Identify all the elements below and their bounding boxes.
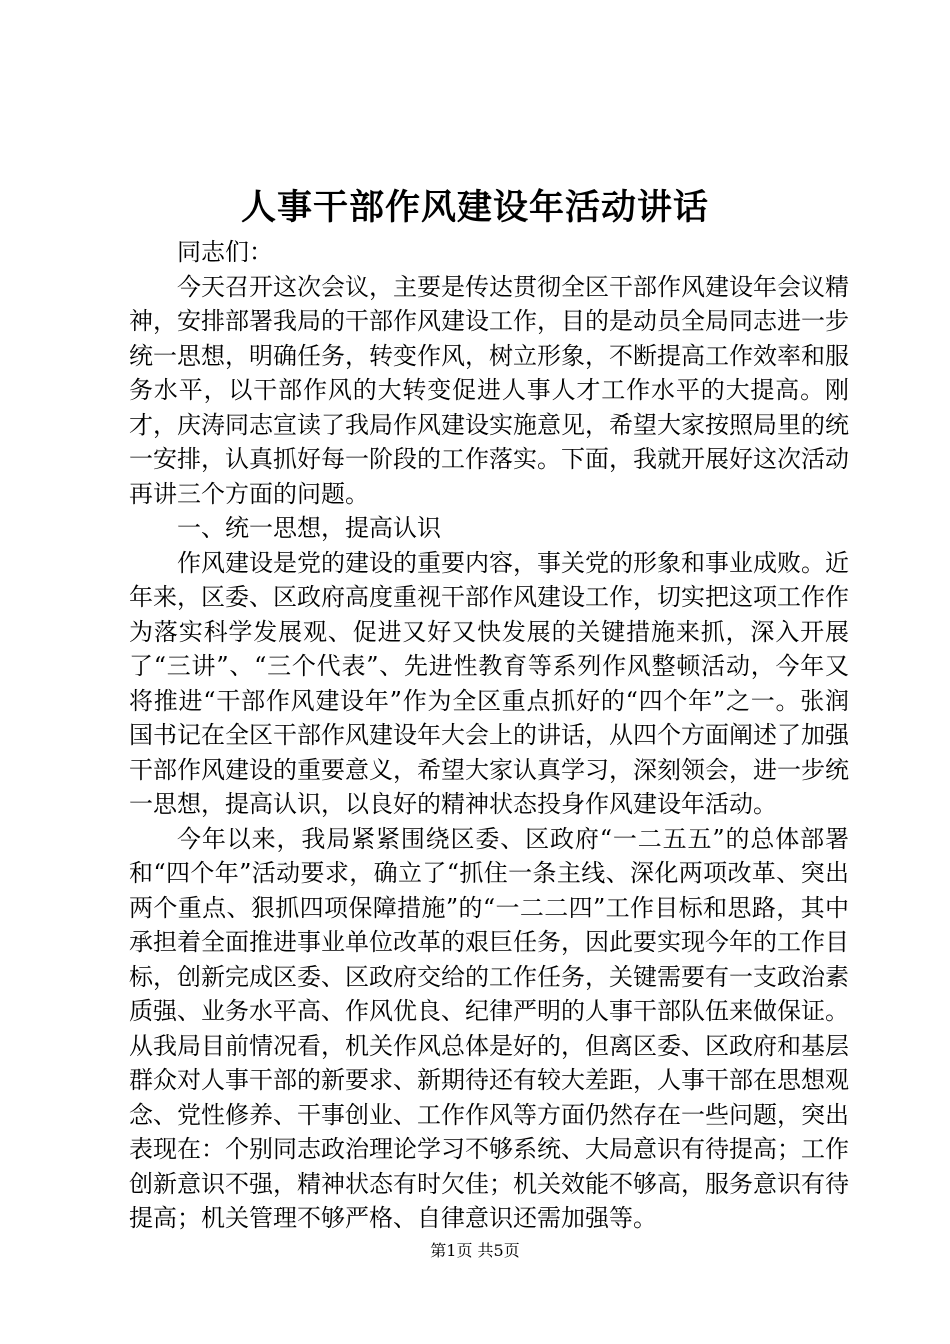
document-body xyxy=(129,235,849,1236)
page-footer: 第1页 共5页 xyxy=(430,1241,520,1260)
page-title: 人事干部作风建设年活动讲话 xyxy=(240,187,709,228)
paragraph-current-status: 今年以来，我局紧紧围绕区委、区政府“一二五五”的总体部署和“四个年”活动要求，确立了“抓住一条主线、深化两项改革、突出两个重点、狠抓四项保障措施”的“一二二四”工作目标和思路，其中承担着全面推进事业单位改革的艰巨任务，因此要实现今年的工作目标，创新完成区委、区政府交给的工作任务，关键需要有一支政治素质强、业务水平高、作风优良、纪律严明的人事干部队伍来做保证。从我局目前情况看，机关作风总体是好的，但离区委、区政府和基层群众对人事干部的新要求、新期待还有较大差距，人事干部在思想观念、党性修养、干事创业、工作作风等方面仍然存在一些问题，突出表现在：个别同志政治理论学习不够系统、大局意识有待提高；工作创新意识不强，精神状态有时欠佳；机关效能不够高，服务意识有待提高；机关管理不够严格、自律意识还需加强等。 xyxy=(129,824,849,1232)
paragraph-section-1: 作风建设是党的建设的重要内容，事关党的形象和事业成败。近年来，区委、区政府高度重视干部作风建设工作，切实把这项工作作为落实科学发展观、促进又好又快发展的关键措施来抓，深入开展了“三讲”、“三个代表”、先进性教育等系列作风整顿活动，今年又将推进“干部作风建设年”作为全区重点抓好的“四个年”之一。张润国书记在全区干部作风建设年大会上的讲话，从四个方面阐述了加强干部作风建设的重要意义，希望大家认真学习，深刻领会，进一步统一思想，提高认识，以良好的精神状态投身作风建设年活动。 xyxy=(129,548,849,818)
salutation: 同志们： xyxy=(177,238,273,266)
section-heading-1: 一、统一思想，提高认识 xyxy=(177,514,441,542)
paragraph-intro: 今天召开这次会议，主要是传达贯彻全区干部作风建设年会议精神，安排部署我局的干部作风建设工作，目的是动员全局同志进一步统一思想，明确任务，转变作风，树立形象，不断提高工作效率和服务水平，以干部作风的大转变促进人事人才工作水平的大提高。刚才，庆涛同志宣读了我局作风建设实施意见，希望大家按照局里的统一安排，认真抓好每一阶段的工作落实。下面，我就开展好这次活动再讲三个方面的问题。 xyxy=(129,272,849,508)
